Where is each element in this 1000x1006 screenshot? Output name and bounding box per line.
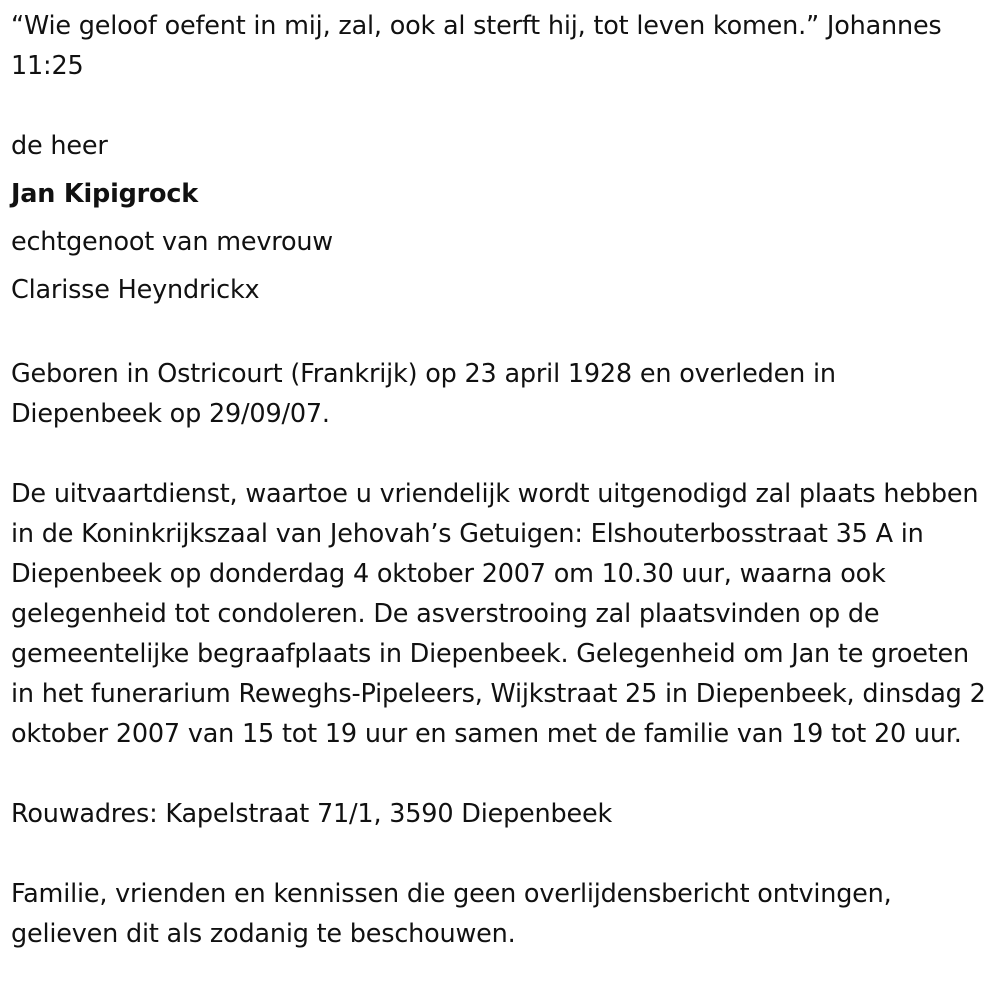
- deceased-intro: [11, 122, 990, 314]
- spouse-label: echtgenoot van mevrouw: [11, 227, 333, 257]
- spouse-name: Clarisse Heyndrickx: [11, 275, 260, 305]
- deceased-name: Jan Kipigrock: [11, 179, 199, 209]
- closing-paragraph: Familie, vrienden en kennissen die geen overlijdensbericht ontvingen, gelieven dit als zodanig te beschouwen.: [11, 879, 892, 949]
- bible-quote: “Wie geloof oefent in mij, zal, ook al sterft hij, tot leven komen.” Johannes 11:25: [11, 11, 942, 81]
- honorific: de heer: [11, 131, 108, 161]
- funeral-service-paragraph: De uitvaartdienst, waartoe u vriendelijk wordt uitgenodigd zal plaats hebben in de Koninkrijkszaal van Jehovah’s Getuigen: Elshouterbosstraat 35 A in Diepenbeek op donderdag 4 oktober 2007 om 10.30 uur, waarna ook gelegenheid tot condoleren. De asverstrooing zal plaatsvinden op de gemeentelijke begraafplaats in Diepenbeek. Gelegenheid om Jan te groeten in het funerarium Reweghs-Pipeleers, Wijkstraat 25 in Diepenbeek, dinsdag 2 oktober 2007 van 15 tot 19 uur en samen met de familie van 19 tot 20 uur.: [11, 479, 986, 749]
- mourning-address: Rouwadres: Kapelstraat 71/1, 3590 Diepenbeek: [11, 799, 613, 829]
- birth-death-paragraph: Geboren in Ostricourt (Frankrijk) op 23 april 1928 en overleden in Diepenbeek op 29/09/07.: [11, 359, 836, 429]
